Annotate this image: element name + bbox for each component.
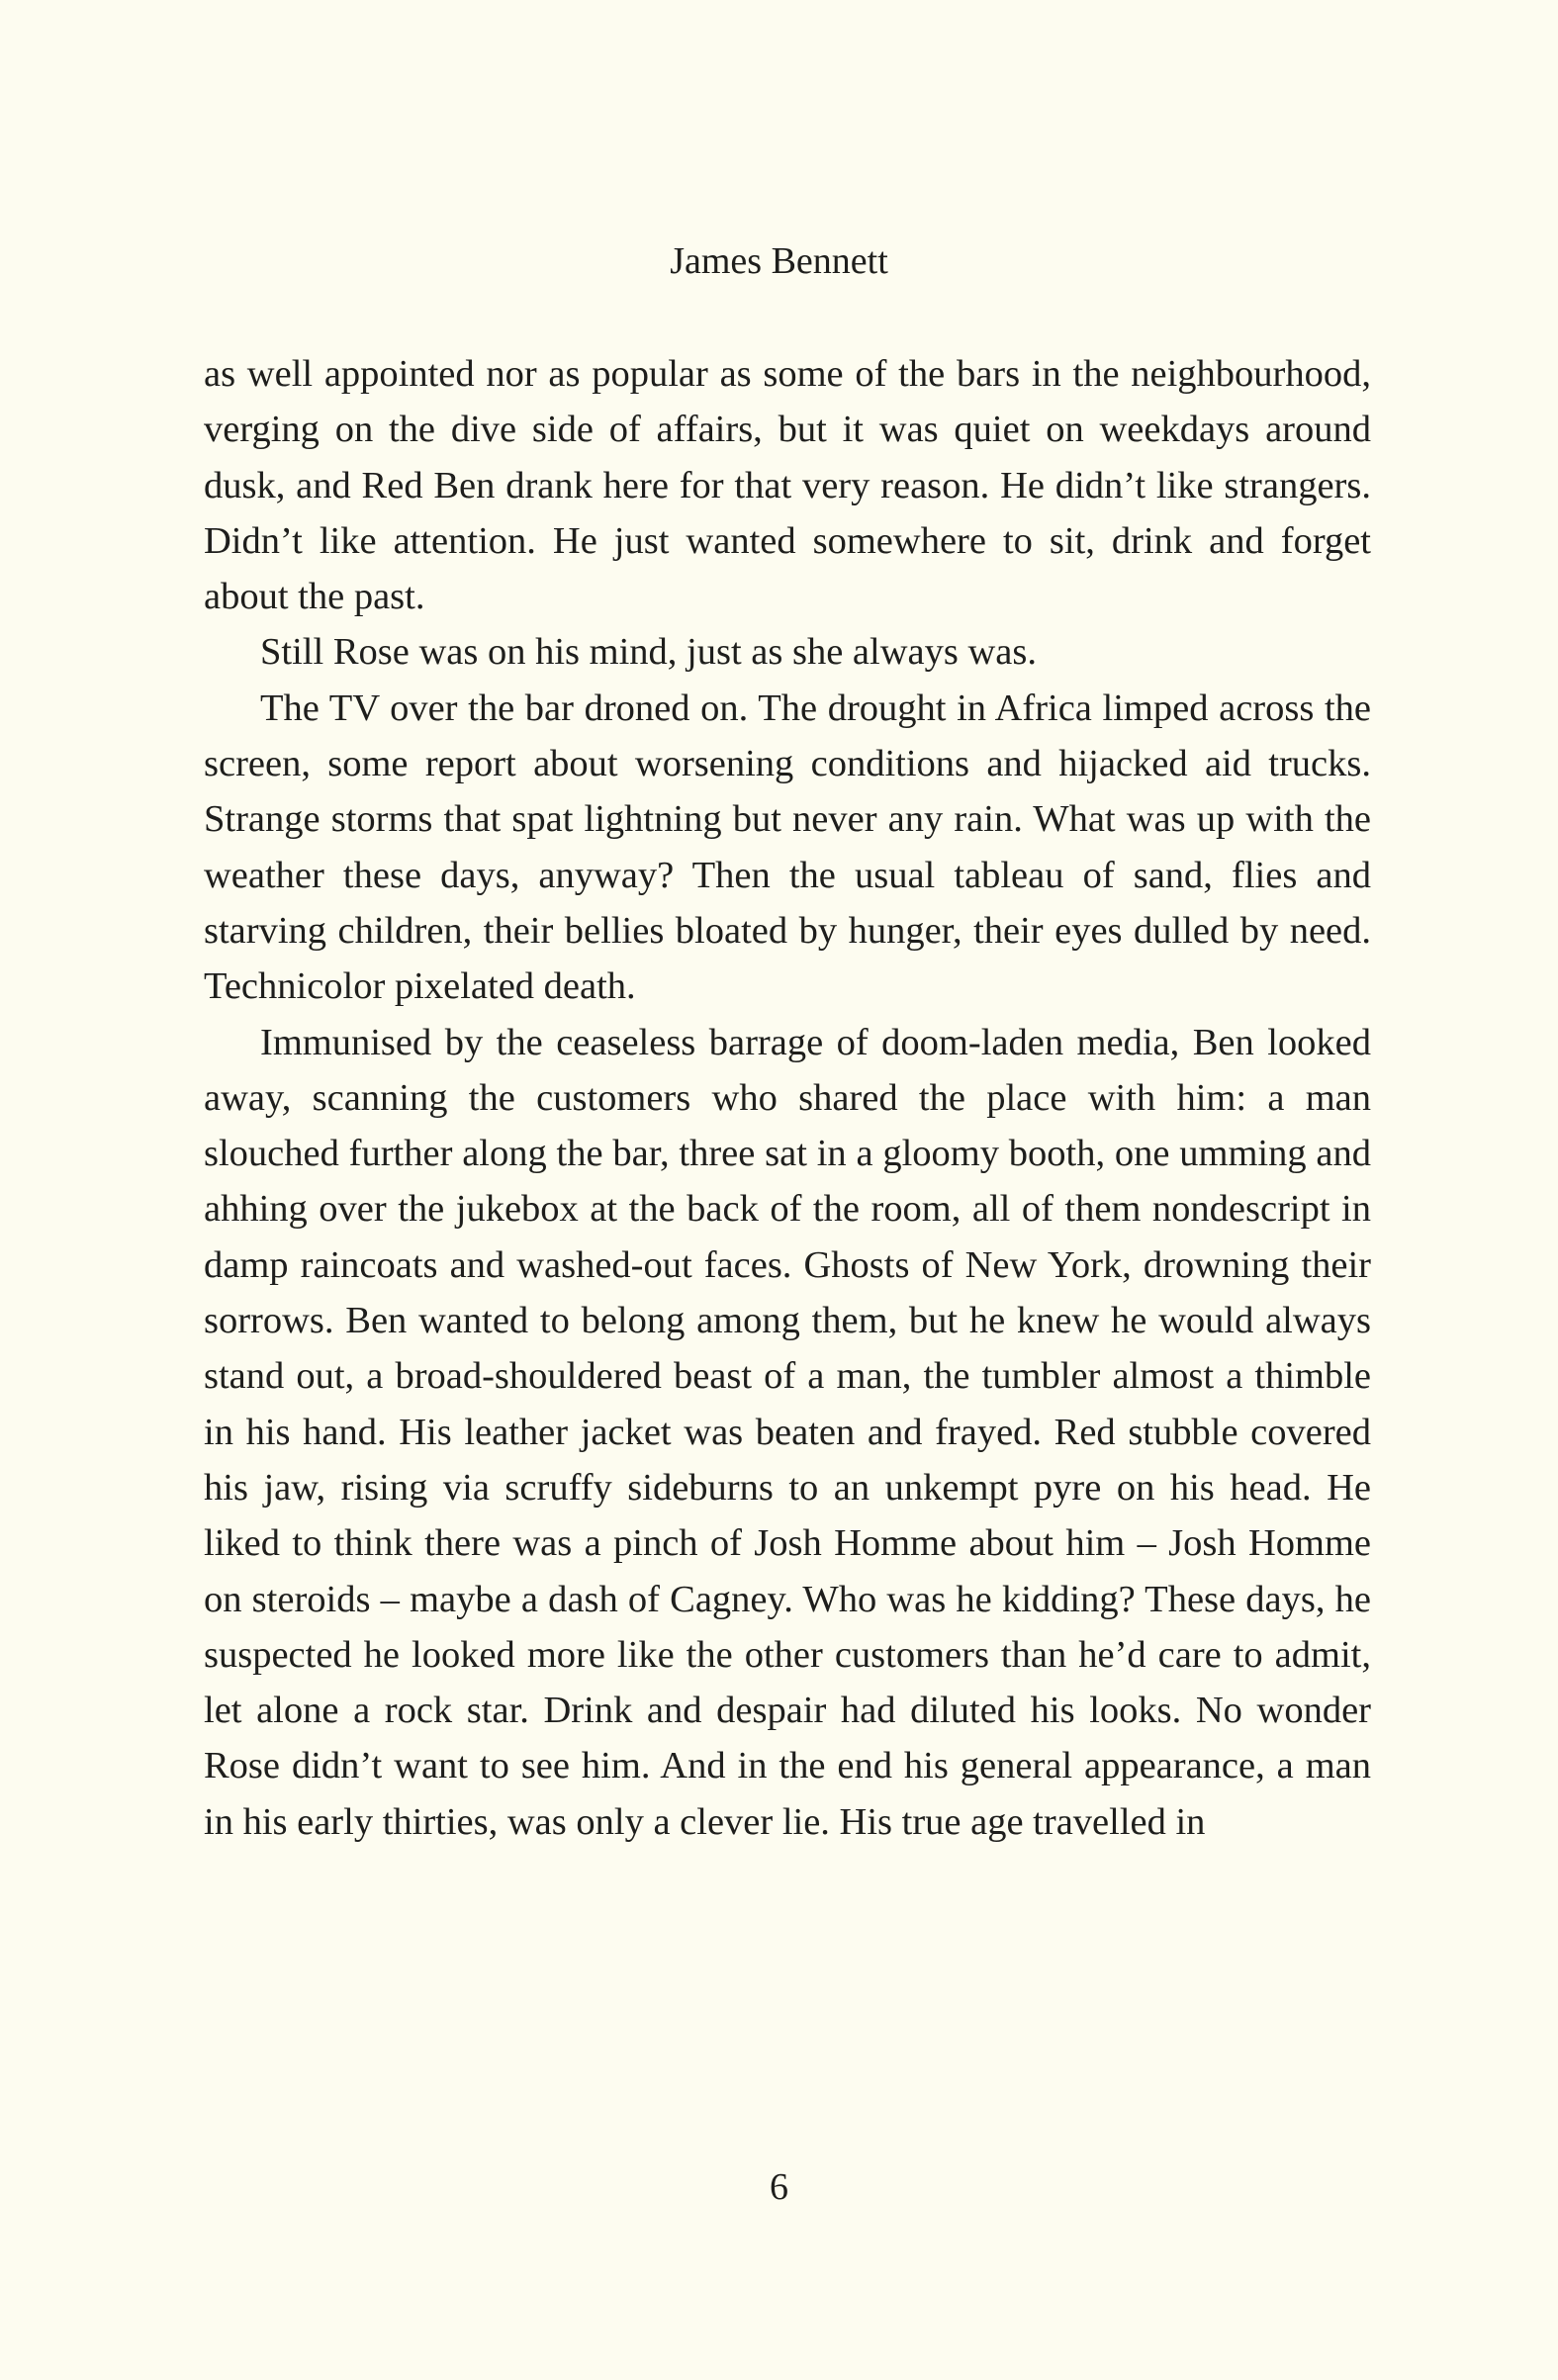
page-number: 6 xyxy=(770,2166,788,2208)
paragraph: Immunised by the ceaseless barrage of doom-laden media, Ben looked away, scanning the customers who shared the place with him: a man slouched further along the bar, three sat in a gloomy booth, one umming and ahhing over the jukebox at the back of the room, all of them nondescript in damp raincoats and washed-out faces. Ghosts of New York, drowning their sorrows. Ben wanted to belong among them, but he knew he would always stand out, a broad-shouldered beast of a man, the tumbler almost a thimble in his hand. His leather jacket was beaten and frayed. Red stubble covered his jaw, rising via scruffy sideburns to an unkempt pyre on his head. He liked to think there was a pinch of Josh Homme about him – Josh Homme on steroids – maybe a dash of Cagney. Who was he kidding? These days, he suspected he looked more like the other customers than he’d care to admit, let alone a rock star. Drink and despair had diluted his looks. No wonder Rose didn’t want to see him. And in the end his general appearance, a man in his early thirties, was only a clever lie. His true age travelled in xyxy=(204,1021,1371,1843)
paragraph: The TV over the bar droned on. The drought in Africa limped across the screen, some report about worsening conditions and hijacked aid trucks. Strange storms that spat lightning but never any rain. What was up with the weather these days, anyway? Then the usual tableau of sand, flies and starving children, their bellies bloated by hunger, their eyes dulled by need. Technicolor pixelated death. xyxy=(204,687,1371,1008)
running-head: James Bennett xyxy=(670,240,888,282)
body-text xyxy=(204,346,1371,1850)
paragraph: as well appointed nor as popular as some of the bars in the neighbourhood, verging on the dive side of affairs, but it was quiet on weekdays around dusk, and Red Ben drank here for that very reason. He didn’t like strangers. Didn’t like attention. He just wanted somewhere to sit, drink and forget about the past. xyxy=(204,353,1371,618)
paragraph: Still Rose was on his mind, just as she always was. xyxy=(260,631,1037,674)
